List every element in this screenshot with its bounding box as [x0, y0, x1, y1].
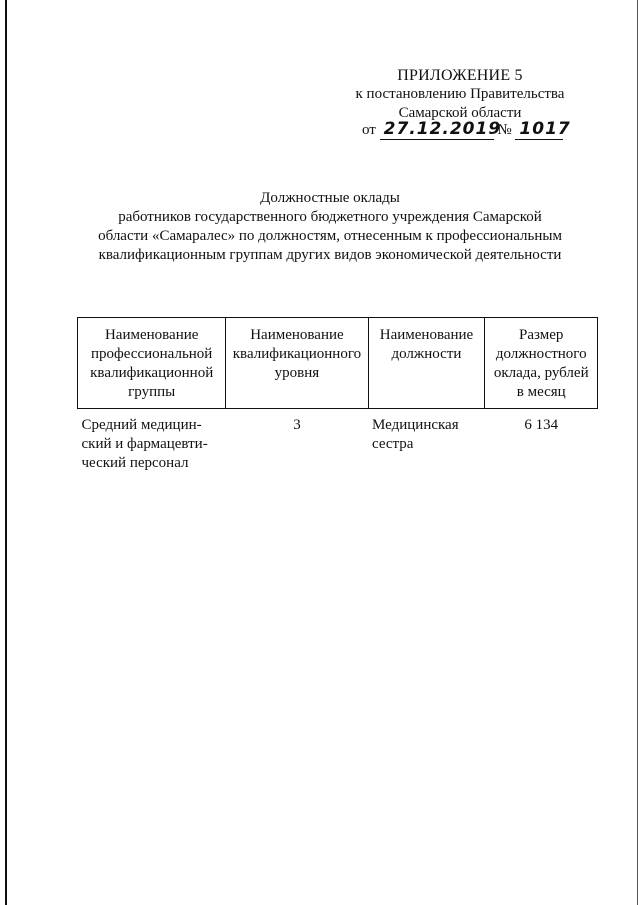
handwritten-date: 27.12.2019	[380, 119, 494, 140]
number-sign: №	[497, 122, 512, 138]
appendix-heading: ПРИЛОЖЕНИЕ 5	[397, 67, 523, 84]
header-salary: Размер должностного оклада, рублей в месяц	[485, 318, 598, 409]
appendix-line-resolution: к постановлению Правительства	[355, 86, 565, 102]
title-line-3: области «Самаралес» по должностям, отнесенным к профессиональным	[98, 228, 562, 244]
document-title	[60, 189, 600, 265]
page-edge-left	[5, 0, 7, 905]
appendix-line-region: Самарской области	[398, 105, 522, 121]
salary-table	[77, 317, 598, 473]
cell-salary: 6 134	[524, 417, 559, 433]
date-prefix: от	[362, 122, 376, 138]
handwritten-number: 1017	[515, 119, 563, 140]
cell-position: Медицинская сестра	[372, 417, 459, 452]
appendix-date-line	[362, 119, 571, 140]
header-qualification-level: Наименование квалификационного уровня	[226, 318, 368, 409]
header-qualification-group: Наименование профессиональной квалификационной группы	[78, 318, 226, 409]
table-row	[78, 409, 598, 474]
title-line-1: Должностные оклады	[260, 190, 400, 206]
page-edge-right	[637, 0, 638, 905]
appendix-header	[330, 66, 590, 123]
table-header-row	[78, 318, 598, 409]
title-line-4: квалификационным группам других видов экономической деятельности	[98, 247, 562, 263]
header-position: Наименование должности	[368, 318, 485, 409]
cell-qualification-group: Средний медицин- ский и фармацевти- ческий персонал	[81, 417, 208, 471]
cell-qualification-level: 3	[293, 417, 301, 433]
title-line-2: работников государственного бюджетного учреждения Самарской	[118, 209, 542, 225]
